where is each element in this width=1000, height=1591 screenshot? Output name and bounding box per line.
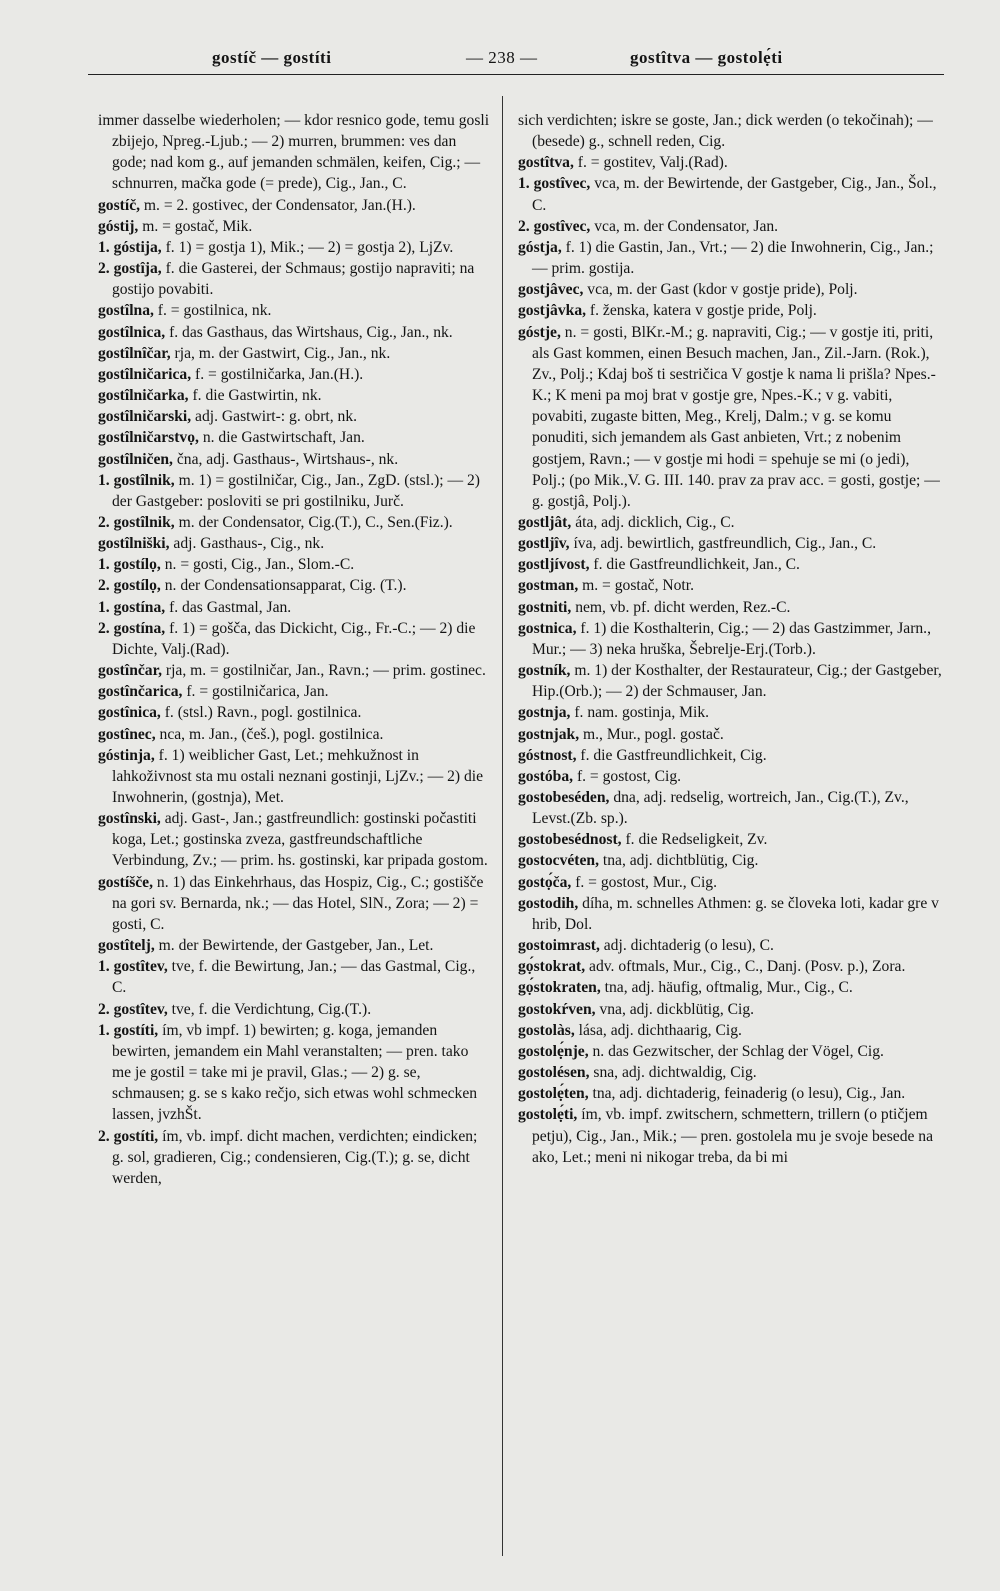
entry-headword: gostîtva, xyxy=(518,154,574,172)
entry-text: m. 1) der Kosthalter, der Restaurateur, Cig.; der Gastgeber, Hip.(Orb.); — 2) der Schmauser, Jan. xyxy=(532,662,942,701)
dictionary-entry xyxy=(518,977,946,998)
entry-headword: gostocvéten, xyxy=(518,852,599,870)
entry-text: tna, adj. dichtaderig, feinaderig (o lesu), Cig., Jan. xyxy=(592,1085,906,1103)
entry-text: tna, adj. häufig, oftmalig, Mur., Cig., C. xyxy=(604,979,853,997)
entry-text: rja, m. = gostilničar, Jan., Ravn.; — prim. gostinec. xyxy=(165,662,486,680)
entry-text: n. 1) das Einkehrhaus, das Hospiz, Cig., C.; gostišče na gori sv. Bernarda, nk.; — das Hotel, SlN., Zora; — 2) = gosti, C. xyxy=(112,873,484,933)
dictionary-entry xyxy=(518,575,946,596)
entry-text: m., Mur., pogl. gostač. xyxy=(583,725,724,743)
entry-text: f. ženska, katera v gostje pride, Polj. xyxy=(589,302,817,320)
entry-headword: gostíč, xyxy=(98,196,141,214)
entry-headword: gostolẹ́ti, xyxy=(518,1106,578,1124)
entry-text: vca, m. der Gast (kdor v gostje pride), Polj. xyxy=(587,281,858,299)
dictionary-entry xyxy=(518,766,946,787)
entry-headword: gostnja, xyxy=(518,704,571,722)
dictionary-entry xyxy=(98,724,490,745)
dictionary-entry xyxy=(518,110,946,152)
dictionary-entry xyxy=(98,999,490,1020)
entry-text: f. 1) die Gastin, Jan., Vrt.; — 2) die Inwohnerin, Cig., Jan.; — prim. gostija. xyxy=(532,238,934,278)
entry-headword: góstij, xyxy=(98,217,139,235)
entry-headword: 1. gostína, xyxy=(98,598,166,616)
entry-headword: gostljívost, xyxy=(518,556,590,574)
entry-text: rja, m. der Gastwirt, Cig., Jan., nk. xyxy=(174,344,391,362)
entry-headword: gostokŕven, xyxy=(518,1000,596,1018)
entry-headword: gostniti, xyxy=(518,598,572,616)
entry-headword: 2. gostíti, xyxy=(98,1127,159,1145)
entry-text: f. 1) = gostja 1), Mik.; — 2) = gostja 2), LjZv. xyxy=(165,238,454,256)
entry-headword: gostîlničarka, xyxy=(98,387,189,405)
entry-text: immer dasselbe wiederholen; — kdor resnico gode, temu gosli zbijejo, Npreg.-Ljub.; — 2) murren, brummen: ves dan gode; nad kom g., auf jemanden schmälen, keifen, Cig.; — schnurren, mačka gode (= prede), Cig., Jan., C. xyxy=(98,112,490,193)
dictionary-entry xyxy=(98,681,490,702)
entry-text: f. die Gastfreundlichkeit, Jan., C. xyxy=(593,556,800,574)
entry-headword: 2. gostîja, xyxy=(98,260,162,278)
entry-text: sich verdichten; iskre se goste, Jan.; dick werden (o tekočinah); — (besede) g., schnell reden, Cig. xyxy=(518,112,933,151)
header-right-guide: gostîtva — gostolẹ́ti xyxy=(630,48,783,67)
dictionary-entry xyxy=(518,300,946,321)
entry-headword: gostîlna, xyxy=(98,302,154,320)
dictionary-entry xyxy=(98,745,490,808)
column-divider xyxy=(502,96,503,1556)
entry-text: adj. Gasthaus-, Cig., nk. xyxy=(173,535,325,553)
dictionary-entry xyxy=(98,195,490,216)
dictionary-entry xyxy=(518,1083,946,1104)
entry-headword: góstje, xyxy=(518,323,561,341)
entry-text: m. = 2. gostivec, der Condensator, Jan.(H.). xyxy=(143,196,416,214)
entry-headword: 2. gostîtev, xyxy=(98,1000,168,1018)
dictionary-entry xyxy=(98,575,490,596)
entry-text: n. = gosti, BlKr.-M.; g. napraviti, Cig.; — v gostje iti, priti, als Gast kommen, einen Besuch machen, Jan., Zil.-Jarn. (Rok.), Zv., Polj.; Kdaj boš ti sestričica V gostje k nama li prišla? Npes.-K.; K meni pa moj brat v gostje gre, Npes.-K.; v g. vabiti, povabiti, zugaste bitten, Meg., Krelj, Dalm.; v g. se komu ponuditi, sich jemandem als Gast anbieten, Vrt.; z nobenim gostjem, Ravn.; — v gostje mi hodi = spehuje se mi (o jedi), Polj.; (po Mik.,V. G. III. 140. prav za prav acc. = gosti, gostje; — g. gostjâ, Polj.). xyxy=(532,323,940,510)
entry-headword: gostník, xyxy=(518,662,571,680)
entry-text: m. 1) = gostilničar, Cig., Jan., ZgD. (stsl.); — 2) der Gastgeber: posloviti se pri gostilniku, Jurč. xyxy=(112,471,480,510)
dictionary-entry xyxy=(98,554,490,575)
dictionary-entry xyxy=(518,512,946,533)
entry-text: m. = gostač, Notr. xyxy=(582,577,694,595)
entry-headword: gostobesédnost, xyxy=(518,831,622,849)
header-rule xyxy=(88,74,944,75)
dictionary-entry xyxy=(98,618,490,660)
entry-text: vna, adj. dickblütig, Cig. xyxy=(599,1000,755,1018)
entry-headword: gostoimrast, xyxy=(518,937,600,955)
entry-headword: gọ́stokrat, xyxy=(518,958,586,976)
dictionary-entry xyxy=(98,237,490,258)
dictionary-entry xyxy=(98,512,490,533)
entry-text: adv. oftmals, Mur., Cig., C., Danj. (Posv. p.), Zora. xyxy=(589,958,906,976)
entry-text: nca, m. Jan., (češ.), pogl. gostilnica. xyxy=(159,725,384,743)
right-column xyxy=(518,110,946,1168)
dictionary-entry xyxy=(518,1104,946,1167)
entry-headword: gostîlničarstvọ, xyxy=(98,429,199,447)
dictionary-entry xyxy=(518,999,946,1020)
entry-text: m. der Bewirtende, der Gastgeber, Jan., Let. xyxy=(158,937,434,955)
entry-text: f. nam. gostinja, Mik. xyxy=(574,704,710,722)
dictionary-entry xyxy=(518,279,946,300)
entry-text: f. = gostilničarka, Jan.(H.). xyxy=(195,365,364,383)
entry-headword: gostîlnica, xyxy=(98,323,166,341)
entry-text: sna, adj. dichtwaldig, Cig. xyxy=(593,1064,757,1082)
dictionary-entry xyxy=(518,1062,946,1083)
dictionary-entry xyxy=(98,808,490,871)
entry-headword: góstinja, xyxy=(98,746,155,764)
entry-headword: gostîlnîčar, xyxy=(98,344,171,362)
entry-headword: 2. gostílọ, xyxy=(98,577,161,595)
entry-headword: gostînica, xyxy=(98,704,161,722)
entry-text: f. das Gasthaus, das Wirtshaus, Cig., Jan., nk. xyxy=(169,323,453,341)
entry-text: adj. dichtaderig (o lesu), C. xyxy=(603,937,774,955)
entry-text: nem, vb. pf. dicht werden, Rez.-C. xyxy=(575,598,791,616)
dictionary-entry xyxy=(518,829,946,850)
dictionary-entry xyxy=(98,1020,490,1126)
entry-text: f. die Gastwirtin, nk. xyxy=(192,387,322,405)
entry-headword: 2. gostína, xyxy=(98,619,166,637)
dictionary-entry xyxy=(98,406,490,427)
entry-headword: 2. gostîvec, xyxy=(518,217,591,235)
entry-headword: gọ́stokraten, xyxy=(518,979,601,997)
dictionary-entry xyxy=(98,385,490,406)
entry-text: tve, f. die Verdichtung, Cig.(T.). xyxy=(171,1000,372,1018)
entry-text: tve, f. die Bewirtung, Jan.; — das Gastmal, Cig., C. xyxy=(112,958,476,997)
dictionary-entry xyxy=(98,1126,490,1189)
entry-headword: gostîlniški, xyxy=(98,535,170,553)
entry-text: áta, adj. dicklich, Cig., C. xyxy=(575,513,735,531)
dictionary-entry xyxy=(98,110,490,195)
entry-text: n. die Gastwirtschaft, Jan. xyxy=(202,429,365,447)
dictionary-entry xyxy=(98,597,490,618)
entry-text: f. = gostost, Mur., Cig. xyxy=(575,873,717,891)
entry-headword: 1. gostîvec, xyxy=(518,175,591,193)
entry-headword: góstja, xyxy=(518,238,562,256)
entry-text: f. = gostitev, Valj.(Rad). xyxy=(577,154,728,172)
entry-text: f. die Gasterei, der Schmaus; gostijo napraviti; na gostijo povabiti. xyxy=(112,260,475,299)
entry-headword: gostljîv, xyxy=(518,535,570,553)
entry-text: f. (stsl.) Ravn., pogl. gostilnica. xyxy=(164,704,362,722)
entry-headword: 1. gostílọ, xyxy=(98,556,161,574)
entry-text: m. der Condensator, Cig.(T.), C., Sen.(Fiz.). xyxy=(178,513,453,531)
dictionary-entry xyxy=(518,554,946,575)
dictionary-entry xyxy=(518,850,946,871)
entry-text: f. = gostilnica, nk. xyxy=(157,302,272,320)
entry-headword: gostnica, xyxy=(518,619,577,637)
dictionary-entry xyxy=(518,152,946,173)
entry-headword: gostîlničen, xyxy=(98,450,173,468)
entry-text: n. = gosti, Cig., Jan., Slom.-C. xyxy=(164,556,355,574)
dictionary-entry xyxy=(98,258,490,300)
entry-text: díha, m. schnelles Athmen: g. se človeka loti, kadar gre v hrib, Dol. xyxy=(532,894,939,933)
entry-headword: gostolẹ́ten, xyxy=(518,1085,589,1103)
entry-text: čna, adj. Gasthaus-, Wirtshaus-, nk. xyxy=(176,450,399,468)
header-left-guide: gostíč — gostíti xyxy=(212,48,332,67)
entry-text: f. = gostilničarica, Jan. xyxy=(186,683,329,701)
entry-text: m. = gostač, Mik. xyxy=(142,217,253,235)
entry-headword: gostînski, xyxy=(98,810,161,828)
dictionary-entry xyxy=(98,533,490,554)
entry-text: adj. Gastwirt-: g. obrt, nk. xyxy=(195,408,358,426)
entry-headword: gostîlničarica, xyxy=(98,365,192,383)
entry-headword: gostnjak, xyxy=(518,725,580,743)
entry-headword: gostobeséden, xyxy=(518,789,610,806)
entry-text: vca, m. der Condensator, Jan. xyxy=(594,217,779,235)
entry-headword: 1. gostîlnik, xyxy=(98,471,175,489)
dictionary-entry xyxy=(98,300,490,321)
entry-headword: 1. gostíti, xyxy=(98,1021,159,1039)
dictionary-entry xyxy=(518,702,946,723)
entry-headword: 1. gostîtev, xyxy=(98,958,168,976)
dictionary-entry xyxy=(518,787,946,829)
dictionary-entry xyxy=(518,173,946,215)
dictionary-entry xyxy=(518,724,946,745)
entry-text: ím, vb. impf. zwitschern, schmettern, trillern (o ptičjem petju), Cig., Jan., Mik.; — pren. gostolela mu je svoje besede na ako, Let.; meni ni nikogar treba, da bi mi xyxy=(532,1106,934,1166)
entry-headword: gostóba, xyxy=(518,767,574,785)
entry-headword: gostînčar, xyxy=(98,662,162,680)
entry-headword: gostjâvec, xyxy=(518,281,584,299)
entry-text: f. das Gastmal, Jan. xyxy=(169,598,292,616)
entry-headword: gostodih, xyxy=(518,894,579,912)
dictionary-entry xyxy=(518,660,946,702)
dictionary-entry xyxy=(98,449,490,470)
dictionary-entry xyxy=(518,597,946,618)
dictionary-entry xyxy=(98,364,490,385)
dictionary-entry xyxy=(98,935,490,956)
dictionary-entry xyxy=(518,618,946,660)
entry-headword: gostjâvka, xyxy=(518,302,587,320)
entry-headword: gostîlničarski, xyxy=(98,408,192,426)
entry-headword: gostolésen, xyxy=(518,1064,590,1082)
dictionary-entry xyxy=(98,470,490,512)
left-column xyxy=(98,110,490,1189)
entry-headword: gostíšče, xyxy=(98,873,153,891)
entry-headword: gostîtelj, xyxy=(98,937,155,955)
entry-text: n. das Gezwitscher, der Schlag der Vögel, Cig. xyxy=(592,1042,884,1060)
entry-text: vca, m. der Bewirtende, der Gastgeber, Cig., Jan., Šol., C. xyxy=(532,175,937,214)
entry-headword: góstnost, xyxy=(518,746,577,764)
dictionary-entry xyxy=(518,1020,946,1041)
entry-headword: gostînec, xyxy=(98,725,156,743)
entry-headword: gostolàs, xyxy=(518,1021,575,1039)
dictionary-entry xyxy=(518,745,946,766)
dictionary-entry xyxy=(518,1041,946,1062)
running-header xyxy=(0,40,1000,74)
dictionary-entry xyxy=(98,216,490,237)
entry-text: f. 1) = gošča, das Dickicht, Cig., Fr.-C.; — 2) die Dichte, Valj.(Rad). xyxy=(112,619,476,658)
entry-text: f. die Gastfreundlichkeit, Cig. xyxy=(580,746,767,764)
dictionary-entry xyxy=(518,893,946,935)
entry-headword: gostolẹ́nje, xyxy=(518,1042,589,1060)
entry-text: íva, adj. bewirtlich, gastfreundlich, Cig., Jan., C. xyxy=(573,535,877,553)
entry-text: tna, adj. dichtblütig, Cig. xyxy=(602,852,759,870)
page-number: — 238 — xyxy=(466,48,538,67)
dictionary-entry xyxy=(518,872,946,893)
entry-headword: gostọ́ča, xyxy=(518,873,572,891)
dictionary-entry xyxy=(98,702,490,723)
entry-headword: 1. góstija, xyxy=(98,238,162,256)
entry-text: f. 1) weiblicher Gast, Let.; mehkužnost in lahkoživnost sta mu ostali neznani gostinji, LjZv.; — 2) die Inwohnerin, (gostnja), Met. xyxy=(112,746,484,806)
entry-text: f. 1) die Kosthalterin, Cig.; — 2) das Gastzimmer, Jarn., Mur.; — 3) neka hruška, Šebrelje-Erj.(Torb.). xyxy=(532,619,931,658)
entry-text: ím, vb. impf. dicht machen, verdichten; eindicken; g. sol, gradieren, Cig.; condensieren, Cig.(T.); g. se, dicht werden, xyxy=(112,1127,478,1187)
dictionary-entry xyxy=(98,660,490,681)
dictionary-entry xyxy=(518,237,946,279)
dictionary-entry xyxy=(518,533,946,554)
dictionary-entry xyxy=(518,322,946,512)
entry-text: adj. Gast-, Jan.; gastfreundlich: gostinski počastiti koga, Let.; gostinska zveza, gastfreundschaftliche Verbindung, Zv.; — prim. hs. gostinski, kar pripada gostom. xyxy=(112,810,488,870)
entry-text: n. der Condensationsapparat, Cig. (T.). xyxy=(164,577,407,595)
entry-text: dna, adj. redselig, wortreich, Jan., Cig.(T.), Zv., Levst.(Zb. sp.). xyxy=(532,789,909,828)
dictionary-entry xyxy=(98,322,490,343)
dictionary-entry xyxy=(98,872,490,935)
dictionary-entry xyxy=(98,427,490,448)
entry-headword: 2. gostîlnik, xyxy=(98,513,175,531)
entry-text: lása, adj. dichthaarig, Cig. xyxy=(578,1021,742,1039)
dictionary-entry xyxy=(98,343,490,364)
entry-text: ím, vb impf. 1) bewirten; g. koga, jemanden bewirten, jemandem ein Mahl veranstalten; — pren. tako me je gostil = take mi je pravil, Glas.; — 2) g. se, schmausen; g. se s kako rečjo, sich etwas wohl schmecken lassen, jvzhŠt. xyxy=(112,1021,478,1124)
entry-text: f. die Redseligkeit, Zv. xyxy=(625,831,768,849)
entry-headword: gostljât, xyxy=(518,513,572,531)
entry-headword: gostînčarica, xyxy=(98,683,183,701)
dictionary-entry xyxy=(98,956,490,998)
dictionary-entry xyxy=(518,935,946,956)
entry-text: f. = gostost, Cig. xyxy=(576,767,682,785)
entry-headword: gostman, xyxy=(518,577,579,595)
dictionary-entry xyxy=(518,216,946,237)
dictionary-entry xyxy=(518,956,946,977)
